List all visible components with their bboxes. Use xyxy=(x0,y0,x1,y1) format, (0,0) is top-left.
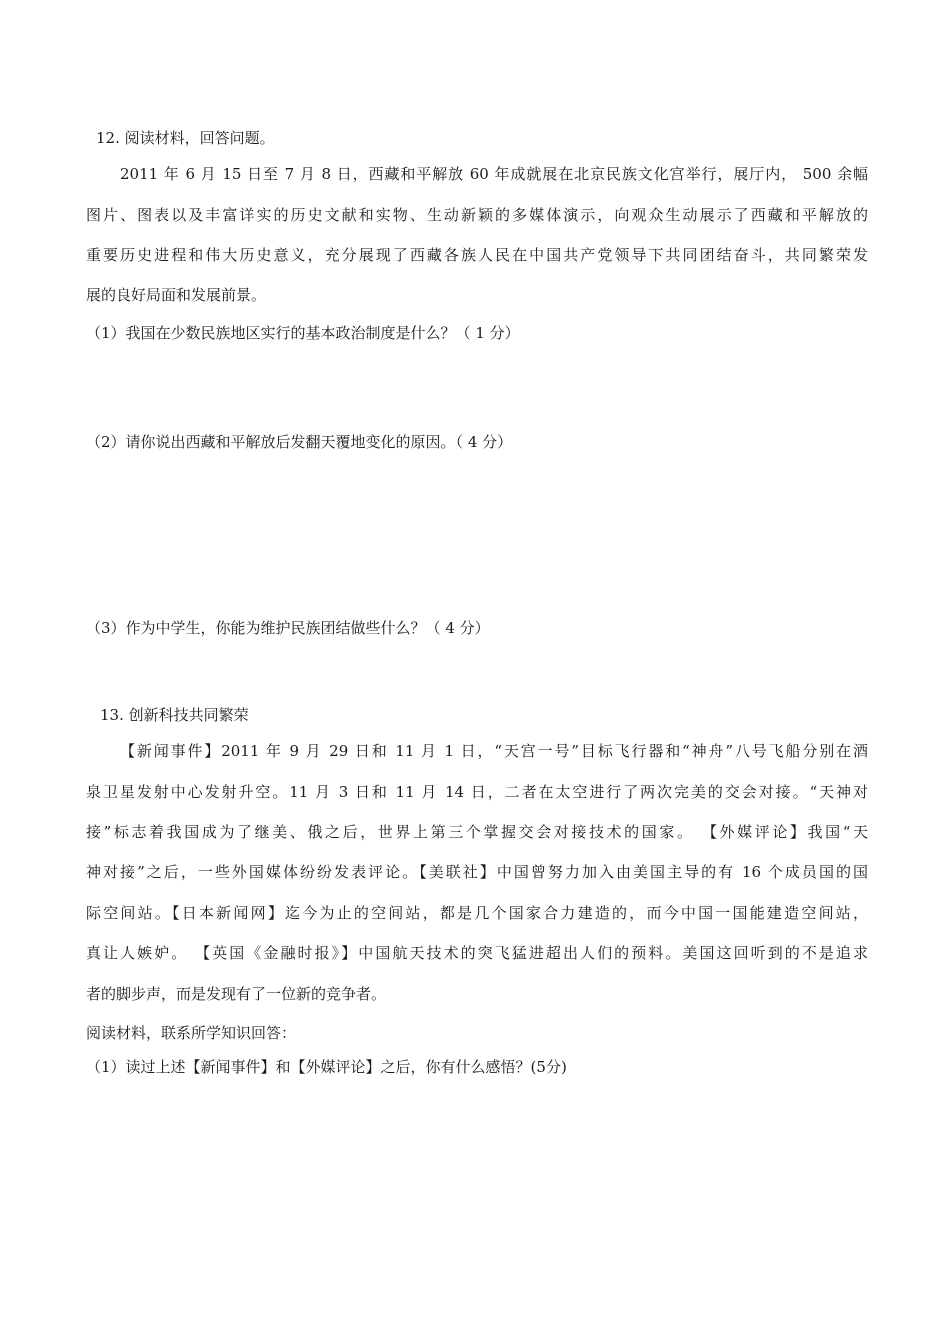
q13-para-line-6: 真让人嫉妒。 【英国《金融时报》】中国航天技术的突飞猛进超出人们的预料。美国这回听到的不是追求 xyxy=(86,944,868,962)
q12-sub-question-3: （3）作为中学生，你能为维护民族团结做些什么？（ 4 分） xyxy=(86,619,490,637)
q12-para-line-3: 重要历史进程和伟大历史意义，充分展现了西藏各族人民在中国共产党领导下共同团结奋斗，共同繁荣发 xyxy=(86,246,868,264)
q13-sub-question-1: （1）读过上述【新闻事件】和【外媒评论】之后，你有什么感悟？(5分) xyxy=(86,1058,567,1076)
q12-para-line-4: 展的良好局面和发展前景。 xyxy=(86,286,267,304)
q12-para-line-2: 图片、图表以及丰富详实的历史文献和实物、生动新颖的多媒体演示，向观众生动展示了西藏和平解放的 xyxy=(86,206,868,224)
q13-para-line-4: 神对接”之后，一些外国媒体纷纷发表评论。【美联社】中国曾努力加入由美国主导的有 16 个成员国的国 xyxy=(86,863,868,881)
q13-para-line-3: 接”标志着我国成为了继美、俄之后，世界上第三个掌握交会对接技术的国家。 【外媒评论】我国“天 xyxy=(86,823,868,841)
q13-para-line-5: 际空间站。【日本新闻网】迄今为止的空间站，都是几个国家合力建造的，而今中国一国能建造空间站， xyxy=(86,904,868,922)
q13-para-line-7: 者的脚步声，而是发现有了一位新的竞争者。 xyxy=(86,985,387,1003)
q13-instruction: 阅读材料，联系所学知识回答： xyxy=(86,1024,297,1042)
q13-para-line-1: 【新闻事件】2011 年 9 月 29 日和 11 月 1 日，“天宫一号”目标飞行器和“神舟”八号飞船分别在酒 xyxy=(120,742,868,760)
q12-para-line-1: 2011 年 6 月 15 日至 7 月 8 日，西藏和平解放 60 年成就展在北京民族文化宫举行，展厅内， 500 余幅 xyxy=(120,165,868,183)
q12-title: 12. 阅读材料，回答问题。 xyxy=(96,129,275,147)
q13-para-line-2: 泉卫星发射中心发射升空。11 月 3 日和 11 月 14 日，二者在太空进行了两次完美的交会对接。“天神对 xyxy=(86,783,868,801)
q13-title: 13. 创新科技共同繁荣 xyxy=(100,706,249,724)
q12-sub-question-1: （1）我国在少数民族地区实行的基本政治制度是什么？（ 1 分） xyxy=(86,324,520,342)
q12-sub-question-2: （2）请你说出西藏和平解放后发翻天覆地变化的原因。（ 4 分） xyxy=(86,433,513,451)
